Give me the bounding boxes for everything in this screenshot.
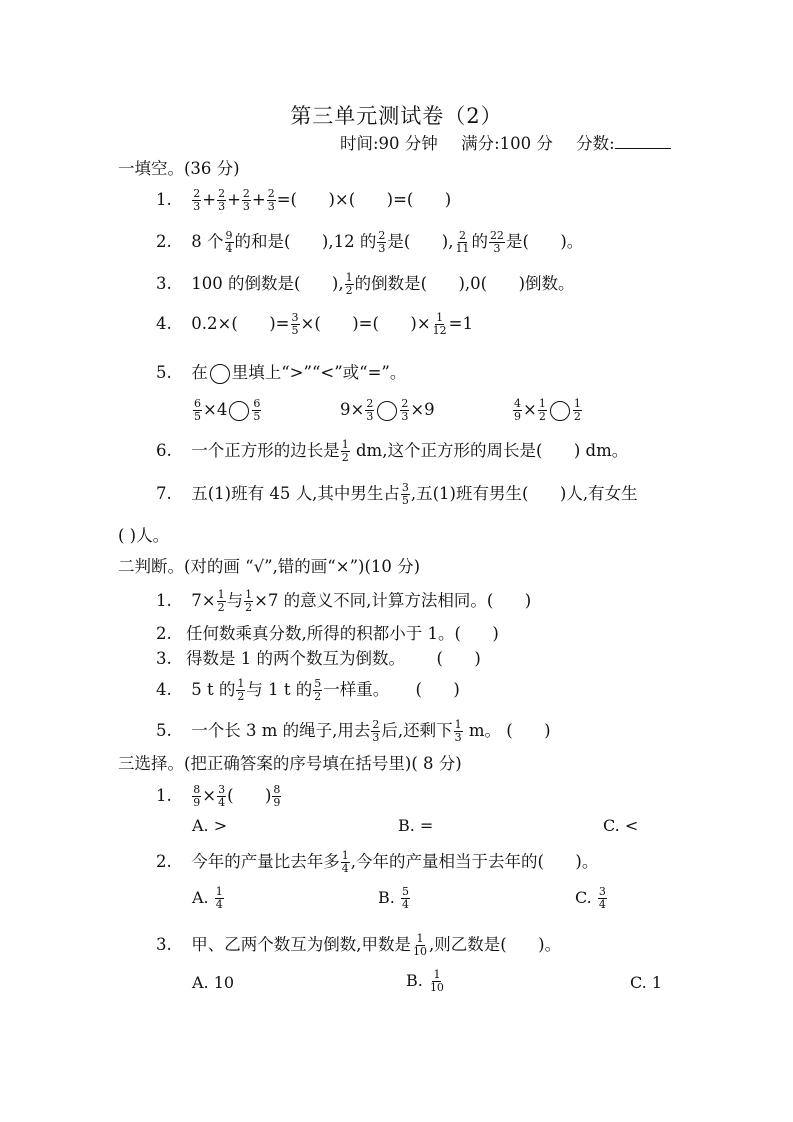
fraction: $\frac{2}{3}$ [366,397,374,423]
circle-icon [210,364,230,384]
question-1-4: 4. 0.2×( )= $\frac{3}{5}$ ×( )=( )× $\frac{1}{12}$ =1 [156,311,473,337]
fraction: $\frac{5}{2}$ [314,677,322,703]
option-c[interactable]: C. $\frac{3}{4}$ [575,885,606,911]
question-2-5: 5. 一个长 3 m 的绳子,用去 $\frac{2}{3}$ 后,还剩下 $\frac{1}{3}$ m。 ( ) [156,718,551,744]
question-3-1: 1. $\frac{8}{9}$ × $\frac{3}{4}$ ( ) $\frac{8}{9}$ [156,783,281,809]
fraction: $\frac{4}{9}$ [514,397,521,423]
question-2-3: 3. 得数是 1 的两个数互为倒数。 ( ) [156,649,481,668]
option-c[interactable]: C. < [603,816,639,835]
question-1-2: 2. 8 个 $\frac{9}{4}$ 的和是( ),12 的 $\frac{2}{3}$ 是( ), $\frac{2}{11}$ 的 $\frac{22}{3}$ 是( )。 [156,229,584,255]
exam-info [340,130,689,154]
option-b[interactable]: B. $\frac{5}{4}$ [378,885,409,911]
score-blank[interactable] [615,134,671,149]
fraction: $\frac{2}{3}$ [193,187,201,213]
question-3-2: 2. 今年的产量比去年多 $\frac{1}{4}$ ,今年的产量相当于去年的( )。 [156,849,599,875]
fraction: $\frac{1}{4}$ [215,885,223,911]
full-score: 满分:100 分 [461,134,553,153]
fraction: $\frac{8}{9}$ [193,783,201,809]
question-1-7-cont: ( )人。 [118,526,170,545]
compare-circle[interactable] [377,401,397,421]
fraction: $\frac{1}{10}$ [429,968,444,994]
fraction: $\frac{3}{4}$ [598,885,606,911]
option-a[interactable]: A. > [192,816,228,835]
option-a[interactable]: A. $\frac{1}{4}$ [192,885,223,911]
compare-circle[interactable] [229,401,249,421]
option-b[interactable]: B. = [398,816,434,835]
option-a[interactable]: A. 10 [192,973,235,992]
section-heading-choice: 三选择。(把正确答案的序号填在括号里)( 8 分) [118,754,462,773]
fraction: $\frac{1}{2}$ [573,397,581,423]
fraction: $\frac{1}{10}$ [413,932,427,958]
fraction: $\frac{1}{2}$ [341,438,349,464]
score-label: 分数: [576,134,689,153]
fraction: $\frac{1}{2}$ [345,271,353,297]
fraction: $\frac{2}{11}$ [455,229,470,255]
fraction: $\frac{6}{5}$ [253,397,261,423]
fraction: $\frac{1}{2}$ [237,677,245,703]
fraction: $\frac{1}{2}$ [217,588,225,614]
fraction: $\frac{22}{3}$ [489,229,504,255]
fraction: $\frac{1}{3}$ [454,718,462,744]
question-2-4: 4. 5 t 的 $\frac{1}{2}$ 与 1 t 的 $\frac{5}{2}$ 一样重。 ( ) [156,677,460,703]
option-c[interactable]: C. 1 [630,973,663,992]
fraction: $\frac{2}{3}$ [378,229,386,255]
compare-circle[interactable] [550,401,570,421]
question-1-6: 6. 一个正方形的边长是 $\frac{1}{2}$ dm,这个正方形的周长是( ) dm。 [156,438,629,464]
question-1-7: 7. 五(1)班有 45 人,其中男生占 $\frac{3}{5}$ ,五(1)班有男生( )人,有女生 [156,481,638,507]
fraction: $\frac{5}{4}$ [401,885,409,911]
question-1-3: 3. 100 的倒数是( ), $\frac{1}{2}$ 的倒数是( ),0( )倒数。 [156,271,575,297]
fraction: $\frac{3}{5}$ [291,311,299,337]
fraction: $\frac{2}{3}$ [401,397,409,423]
question-3-3: 3. 甲、乙两个数互为倒数,甲数是 $\frac{1}{10}$ ,则乙数是( )。 [156,932,562,958]
fraction: $\frac{2}{3}$ [242,187,250,213]
section-heading-judge: 二判断。(对的画 “√”,错的画“×”)(10 分) [118,557,421,576]
compare-item-2: 9× $\frac{2}{3}$ $\frac{2}{3}$ ×9 [340,397,435,423]
time-limit: 时间:90 分钟 [340,134,438,153]
option-b[interactable]: B. $\frac{1}{10}$ [406,968,444,994]
question-1-1: 1. $\frac{2}{3}$ + $\frac{2}{3}$ + $\frac{2}{3}$ + $\frac{2}{3}$ =( )×( )=( ) [156,187,452,213]
fraction: $\frac{3}{5}$ [401,481,409,507]
fraction: $\frac{9}{4}$ [225,229,233,255]
question-1-5: 5. 在 里填上“>”“<”或“=”。 [156,363,407,382]
question-2-1: 1. 7× $\frac{1}{2}$ 与 $\frac{1}{2}$ ×7 的意义不同,计算方法相同。( ) [156,588,532,614]
fraction: $\frac{2}{3}$ [267,187,275,213]
compare-item-3: $\frac{4}{9}$ × $\frac{1}{2}$ $\frac{1}{2}$ [514,397,581,423]
fraction: $\frac{3}{4}$ [218,783,226,809]
compare-item-1: $\frac{6}{5}$ ×4 $\frac{6}{5}$ [194,397,261,423]
fraction: $\frac{1}{2}$ [245,588,253,614]
section-heading-fill: 一填空。(36 分) [118,159,240,178]
fraction: $\frac{8}{9}$ [273,783,281,809]
fraction: $\frac{2}{3}$ [218,187,226,213]
fraction: $\frac{6}{5}$ [194,397,201,423]
fraction: $\frac{1}{4}$ [341,849,349,875]
page-title: 第三单元测试卷（2） [290,104,503,128]
fraction: $\frac{2}{3}$ [372,718,380,744]
fraction: $\frac{1}{12}$ [432,311,447,337]
fraction: $\frac{1}{2}$ [538,397,546,423]
question-2-2: 2. 任何数乘真分数,所得的积都小于 1。( ) [156,624,499,643]
